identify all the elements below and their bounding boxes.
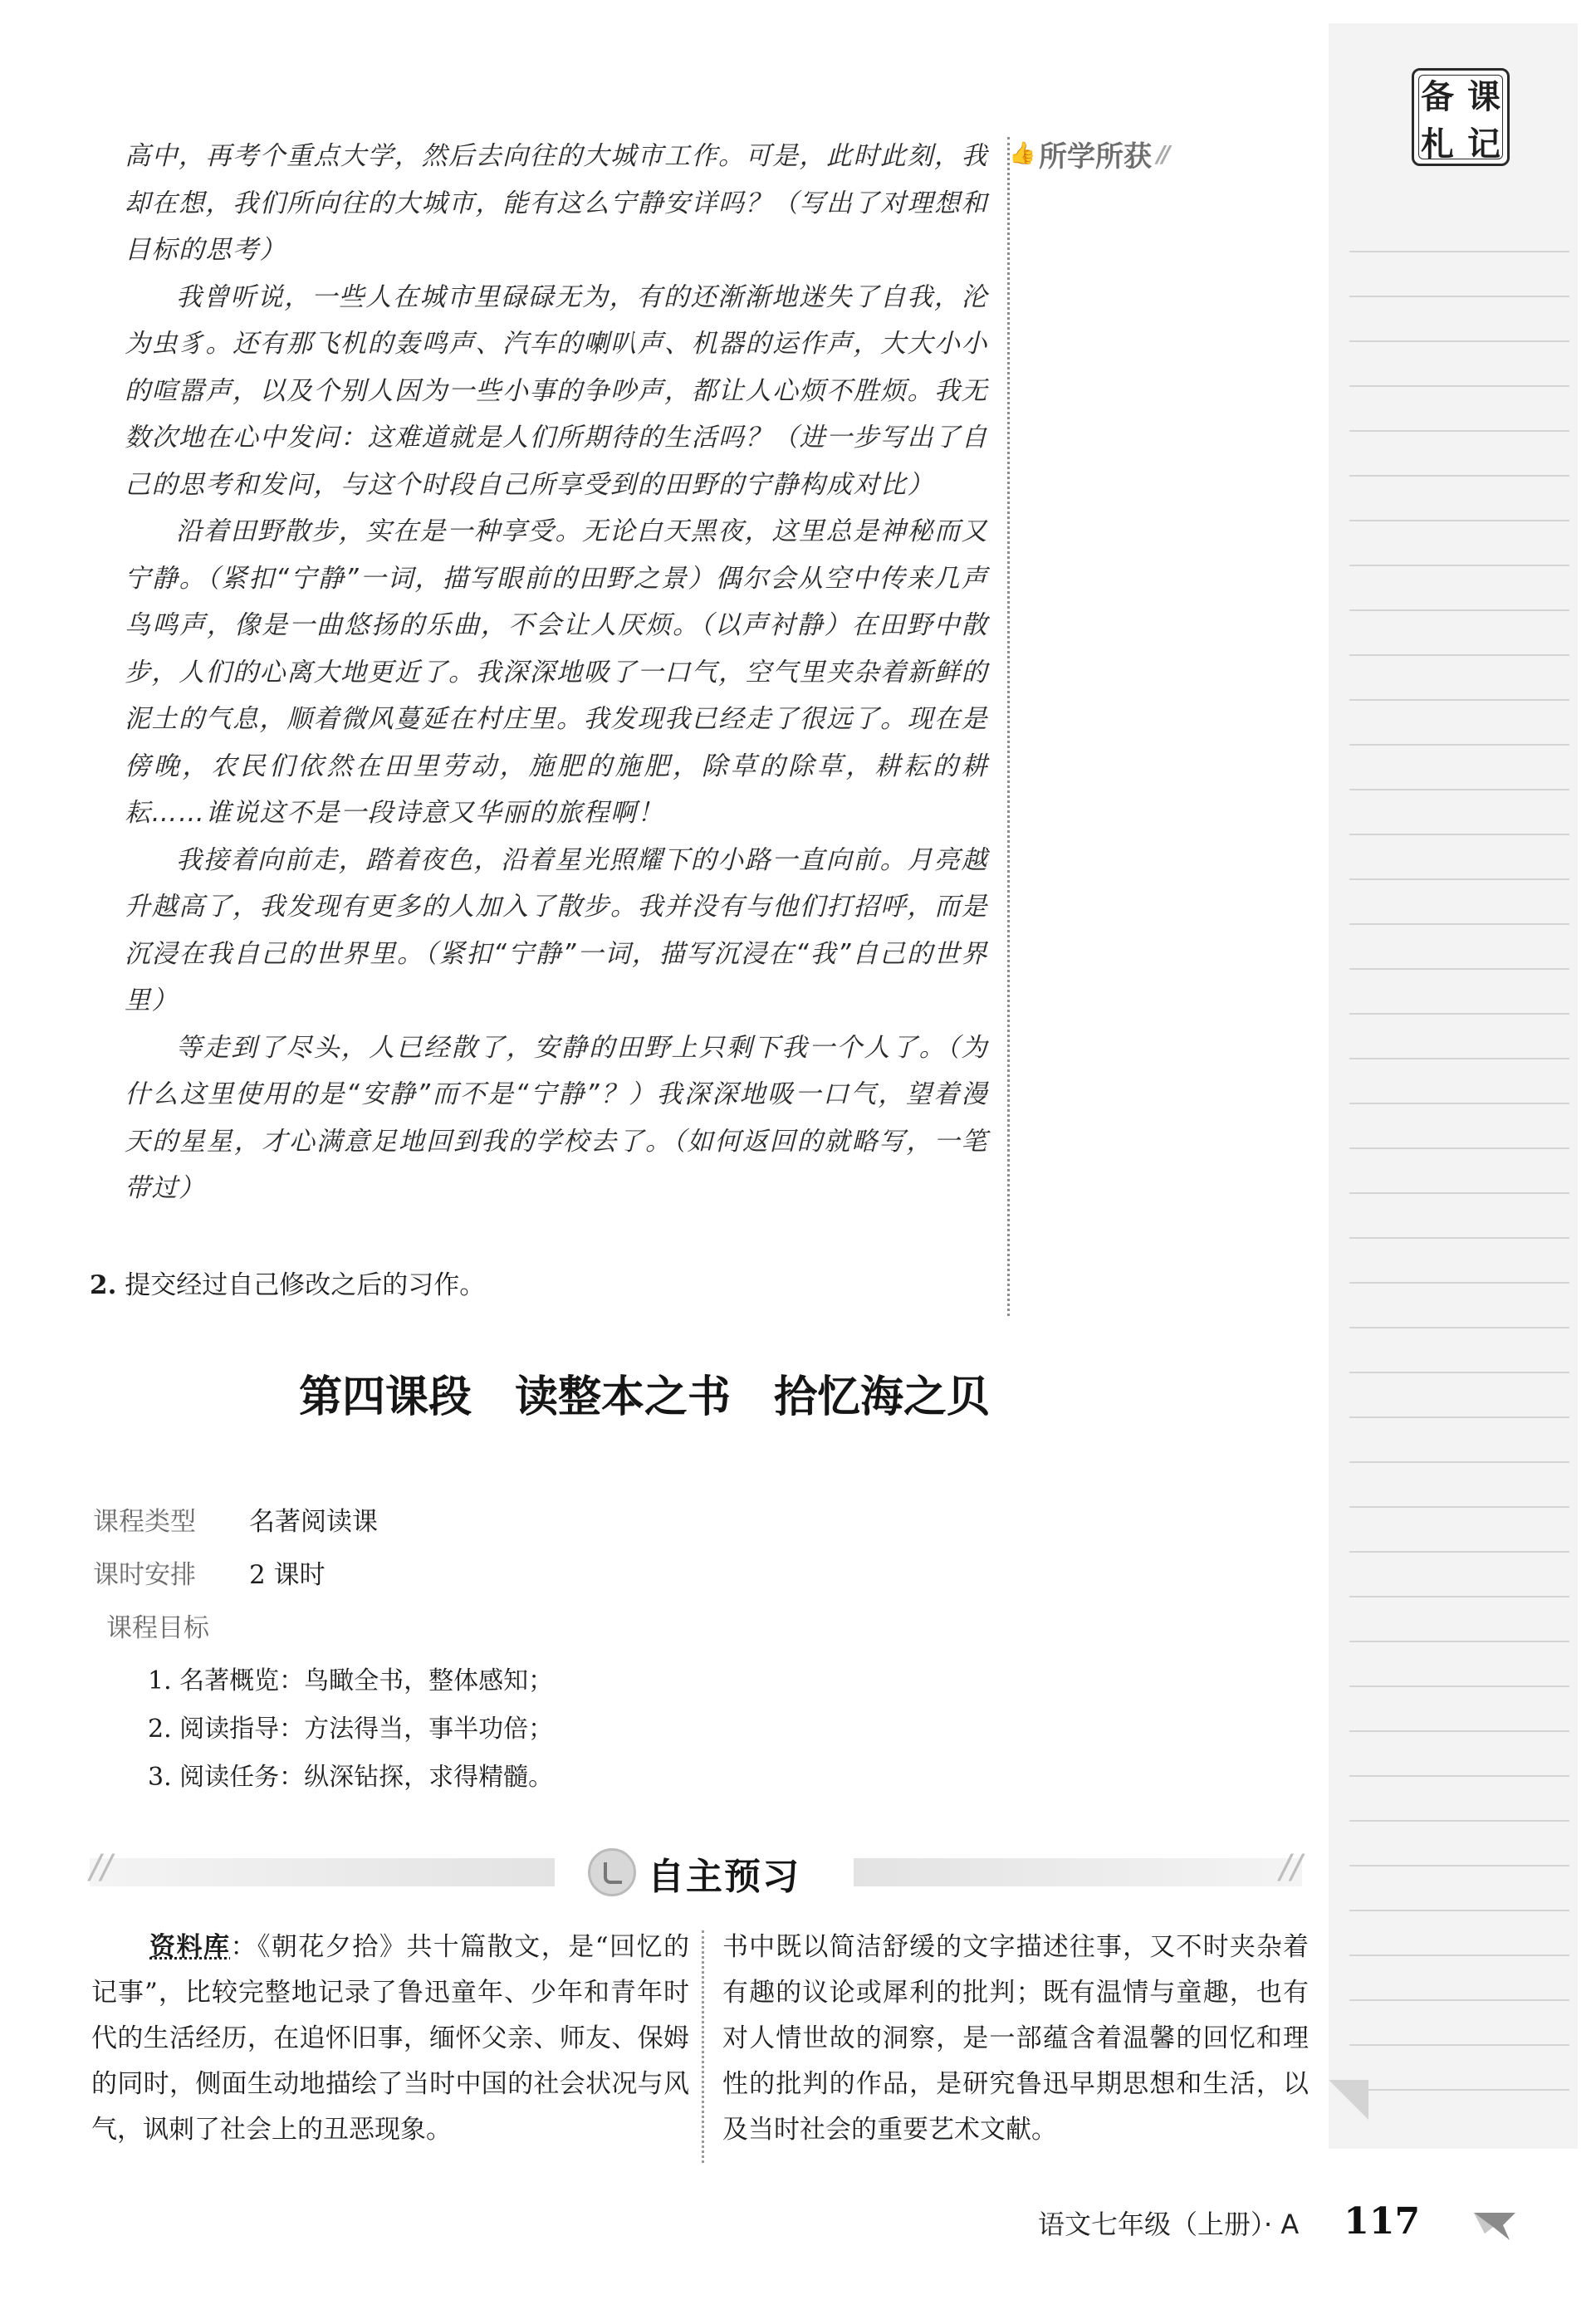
banner-title: 自主预习 [648,1856,800,1898]
corner-triangle-decoration [1329,2080,1368,2120]
slash-decoration: // [90,1848,112,1886]
goal-item: 2. 阅读指导：方法得当，事半功倍； [148,1715,554,1744]
stamp-char: 札 [1421,125,1454,164]
stamp-char: 课 [1467,78,1501,116]
essay-paragraph: 高中，再考个重点大学，然后去向往的大城市工作。可是，此时此刻，我却在想，我们所向往的大城市，能有这么宁静安详吗？（写出了对理想和目标的思考） [125,141,988,265]
banner-bar-left [90,1858,555,1886]
stamp-char: 记 [1467,125,1501,164]
stamp-char: 备 [1421,78,1454,116]
section-title: 第四课段 读整本之书 拾忆海之贝 [299,1372,991,1422]
banner-bar-right [854,1858,1302,1886]
course-goals-label: 课程目标 [106,1613,209,1643]
book-title: 语文七年级（上册）· A [1038,2209,1300,2240]
margin-label-text: 所学所获 [1039,139,1152,174]
thumbs-up-icon: 👍 [1009,141,1036,166]
task-number: 2. [90,1270,117,1300]
resource-right-column: 书中既以简洁舒缓的文字描述往事，又不时夹杂着有趣的议论或犀利的批判；既有温情与童趣，也有对人情世故的洞察，是一部蕴含着温馨的回忆和理性的批判的作品，是研究鲁迅早期思想和生活，以及当时社会的重要艺术文献。 [722,1932,1309,2145]
goal-item: 1. 名著概览：鸟瞰全书，整体感知； [148,1666,554,1695]
essay-paragraph: 沿着田野散步，实在是一种享受。无论白天黑夜，这里总是神秘而又宁静。（紧扣“宁静”一词，描写眼前的田野之景）偶尔会从空中传来几声鸟鸣声，像是一曲悠扬的乐曲，不会让人厌烦。（以声衬静）在田野中散步，人们的心离大地更近了。我深深地吸了一口气，空气里夹杂着新鲜的泥土的气息，顺着微风蔓延在村庄里。我发现我已经走了很远了。现在是傍晚，农民们依然在田里劳动，施肥的施肥，除草的除草，耕耘的耕耘……谁说这不是一段诗意又华丽的旅程啊！ [125,516,988,828]
footer-arrow-icon [1470,2209,1520,2242]
resource-left-text: ：《朝花夕拾》共十篇散文，是“回忆的记事”，比较完整地记录了鲁迅童年、少年和青年时代的生活经历，在追怀旧事，缅怀父亲、师友、保姆的同时，侧面生动地描绘了当时中国的社会状况与风气，讽刺了社会上的丑恶现象。 [91,1932,689,2145]
notes-ruled-lines [1349,208,1569,2117]
slash-decoration: // [1157,139,1168,168]
resource-label: 资料库 [149,1932,231,1962]
essay-text [125,133,988,1212]
page-number: 117 [1344,2200,1421,2243]
course-type-label: 课程类型 [93,1507,196,1537]
essay-paragraph: 我曾听说，一些人在城市里碌碌无为，有的还渐渐地迷失了自我，沦为虫豸。还有那飞机的轰鸣声、汽车的喇叭声、机器的运作声，大大小小的喧嚣声，以及个别人因为一些小事的争吵声，都让人心烦不胜烦。我无数次地在心中发问：这难道就是人们所期待的生活吗？（进一步写出了自己的思考和发问，与这个时段自己所享受到的田野的宁静构成对比） [125,281,988,500]
slash-decoration: // [1280,1848,1302,1886]
resource-left-column [91,1925,689,2153]
essay-paragraph: 等走到了尽头，人已经散了，安静的田野上只剩下我一个人了。（为什么这里使用的是“安静”而不是“宁静”？）我深深地吸一口气，望着漫天的星星，才心满意足地回到我的学校去了。（如何返回的就略写，一笔带过） [125,1032,988,1203]
preview-banner [90,1843,1302,1901]
course-hours-value: 2 课时 [249,1560,326,1590]
course-goals-list [148,1657,553,1802]
task-item-2 [90,1262,485,1309]
notes-stamp-logo [1412,68,1510,166]
course-hours-row [93,1554,326,1596]
goal-item: 3. 阅读任务：纵深钻探，求得精髓。 [148,1763,554,1792]
margin-divider [1007,137,1010,1316]
course-type-row [93,1501,378,1543]
margin-label [1009,133,1225,174]
task-text: 提交经过自己修改之后的习作。 [125,1270,486,1300]
preview-icon [588,1848,636,1896]
column-divider [702,1930,704,2163]
course-hours-label: 课时安排 [93,1560,196,1590]
course-type-value: 名著阅读课 [249,1507,378,1537]
essay-paragraph: 我接着向前走，踏着夜色，沿着星光照耀下的小路一直向前。月亮越升越高了，我发现有更多的人加入了散步。我并没有与他们打招呼，而是沉浸在我自己的世界里。（紧扣“宁静”一词，描写沉浸在“我”自己的世界里） [125,844,988,1015]
page-footer [1038,2200,1420,2243]
